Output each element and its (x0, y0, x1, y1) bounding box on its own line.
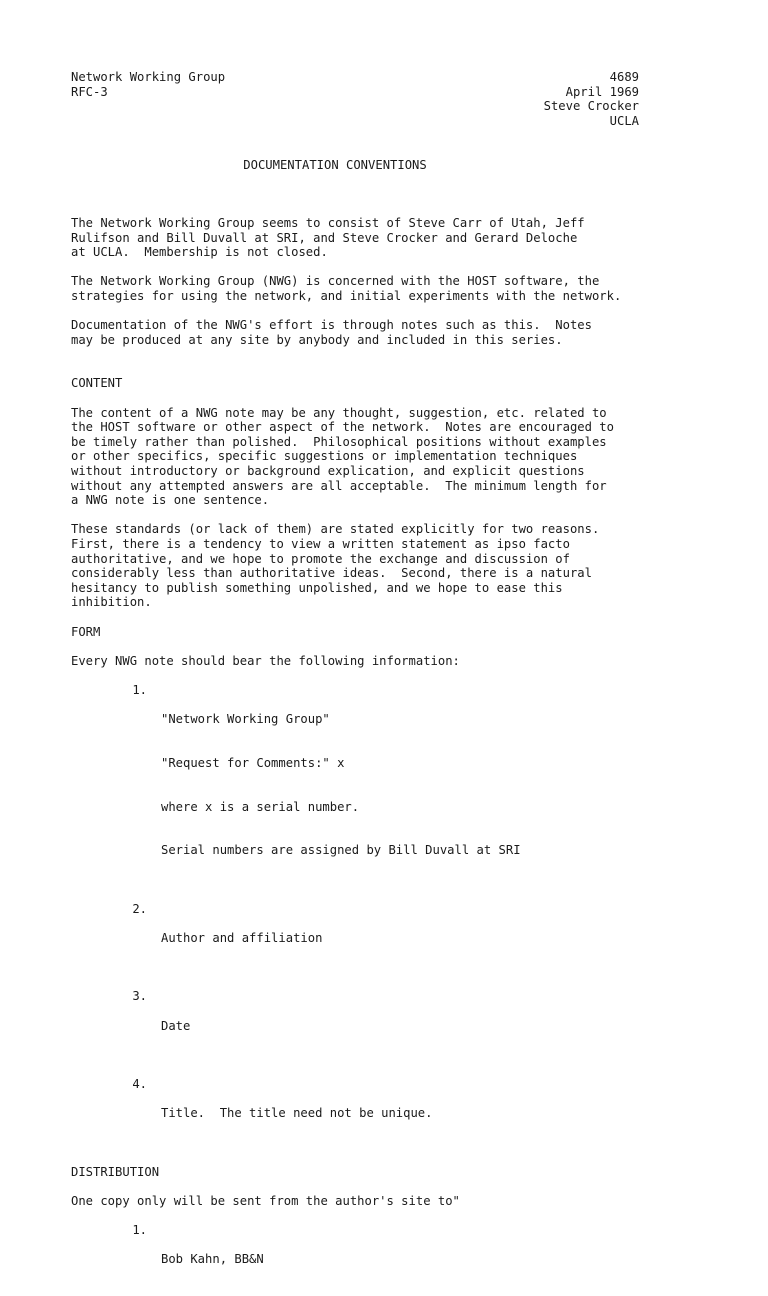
list-number: 3. (132, 989, 147, 1004)
distribution-intro: One copy only will be sent from the author's site to" (71, 1193, 460, 1208)
list-item (71, 1077, 639, 1150)
section-heading-form: FORM (71, 624, 101, 639)
text-line: Date (161, 1018, 191, 1033)
text-line: at UCLA. Membership is not closed. (71, 245, 328, 260)
text-line: strategies for using the network, and initial experiments with the network. (71, 288, 622, 303)
text-line: without any attempted answers are all acceptable. The minimum length for (71, 478, 607, 493)
document-header (71, 70, 639, 128)
text-line: The Network Working Group seems to consist of Steve Carr of Utah, Jeff (71, 215, 585, 230)
text-line: or other specifics, specific suggestions or implementation techniques (71, 449, 578, 464)
header-affiliation: UCLA (609, 113, 639, 128)
text-line: Bob Kahn, BB&N (161, 1252, 264, 1267)
text-line: Documentation of the NWG's effort is through notes such as this. Notes (71, 318, 592, 333)
text-line: inhibition. (71, 595, 152, 610)
text-line: The Network Working Group (NWG) is concerned with the HOST software, the (71, 274, 600, 289)
text-line: authoritative, and we hope to promote the exchange and discussion of (71, 551, 570, 566)
text-line: Author and affiliation (161, 931, 323, 946)
intro-paragraph-2 (71, 274, 639, 303)
list-item (71, 1223, 639, 1296)
list-number: 1. (132, 682, 147, 697)
text-line: the HOST software or other aspect of the network. Notes are encouraged to (71, 420, 614, 435)
list-number: 2. (132, 901, 147, 916)
text-line: "Request for Comments:" x (161, 755, 345, 770)
text-line: be timely rather than polished. Philosophical positions without examples (71, 434, 607, 449)
section-heading-content: CONTENT (71, 376, 123, 391)
text-line: a NWG note is one sentence. (71, 493, 270, 508)
section-heading-distribution: DISTRIBUTION (71, 1164, 160, 1179)
header-author: Steve Crocker (543, 99, 639, 114)
text-line: considerably less than authoritative ideas. Second, there is a natural (71, 566, 592, 581)
text-line: where x is a serial number. (161, 799, 360, 814)
intro-paragraph-3 (71, 318, 639, 347)
list-item (71, 989, 639, 1062)
text-line: Serial numbers are assigned by Bill Duvall at SRI (161, 843, 521, 858)
list-number: 4. (132, 1076, 147, 1091)
header-rfc-number: RFC-3 (71, 84, 108, 99)
list-number: 1. (132, 1222, 147, 1237)
text-line: "Network Working Group" (161, 712, 330, 727)
form-intro: Every NWG note should bear the following information: (71, 653, 460, 668)
text-line: may be produced at any site by anybody and included in this series. (71, 332, 563, 347)
text-line: without introductory or background explication, and explicit questions (71, 464, 585, 479)
header-date: April 1969 (565, 84, 639, 99)
intro-paragraph-1 (71, 216, 639, 260)
header-number: 4689 (609, 70, 639, 84)
text-line: Rulifson and Bill Duvall at SRI, and Steve Crocker and Gerard Deloche (71, 230, 578, 245)
content-paragraph-2 (71, 522, 639, 610)
rfc-document (71, 70, 639, 1296)
document-title: DOCUMENTATION CONVENTIONS (243, 157, 427, 172)
list-item (71, 902, 639, 975)
content-paragraph-1 (71, 406, 639, 508)
header-organization: Network Working Group (71, 70, 226, 84)
text-line: hesitancy to publish something unpolished, and we hope to ease this (71, 580, 563, 595)
list-item (71, 683, 639, 887)
text-line: Title. The title need not be unique. (161, 1106, 433, 1121)
text-line: These standards (or lack of them) are stated explicitly for two reasons. (71, 522, 600, 537)
text-line: First, there is a tendency to view a written statement as ipso facto (71, 537, 570, 552)
text-line: The content of a NWG note may be any thought, suggestion, etc. related to (71, 405, 607, 420)
